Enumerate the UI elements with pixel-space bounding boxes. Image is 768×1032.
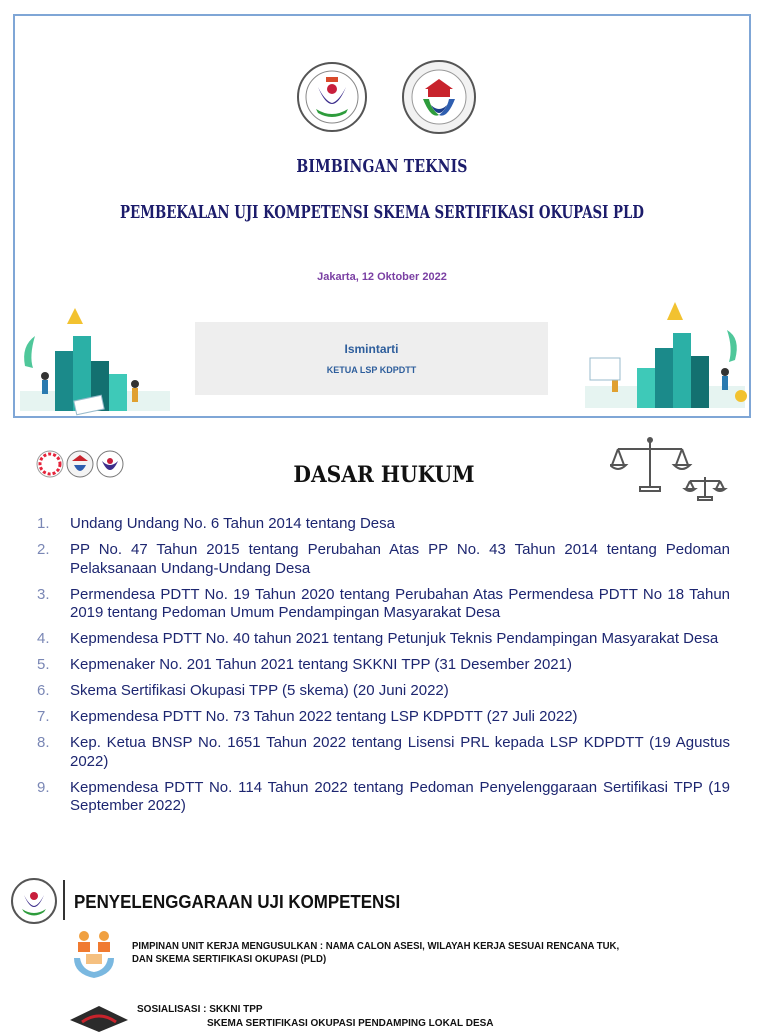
item-number: 3. bbox=[37, 585, 50, 603]
scales-of-justice-icon bbox=[610, 435, 730, 505]
item-number: 4. bbox=[37, 630, 50, 647]
heading-divider bbox=[63, 880, 65, 920]
item-text: Kep. Ketua BNSP No. 1651 Tahun 2022 tentang Lisensi PRL kepada LSP KDPDTT (19 Agustus 2022) bbox=[70, 734, 730, 770]
item-text: Kepmenaker No. 201 Tahun 2021 tentang SKKNI TPP (31 Desember 2021) bbox=[70, 656, 572, 673]
kemendesa-logo-icon bbox=[296, 61, 368, 133]
growth-illustration-left-icon bbox=[15, 306, 175, 416]
item-text: Permendesa PDTT No. 19 Tahun 2020 tentang Perubahan Atas Permendesa PDTT No 18 Tahun 2019 tentang Pedoman Umum Pendampingan Masyarakat Desa bbox=[70, 585, 730, 621]
legal-basis-list bbox=[37, 515, 730, 823]
lsp-kdpdtt-logo-icon bbox=[401, 59, 477, 135]
item-number: 7. bbox=[37, 708, 50, 725]
item-text: Kepmendesa PDTT No. 73 Tahun 2022 tentang LSP KDPDTT (27 Juli 2022) bbox=[70, 708, 578, 725]
legal-basis-item bbox=[37, 734, 730, 771]
presenter-box bbox=[195, 322, 548, 395]
item-number: 1. bbox=[37, 515, 50, 532]
penyelenggaraan-heading: PENYELENGGARAAN UJI KOMPETENSI bbox=[74, 892, 401, 912]
item-text: Undang Undang No. 6 Tahun 2014 tentang Desa bbox=[70, 515, 395, 532]
item-number: 5. bbox=[37, 656, 50, 673]
slide-subtitle: PEMBEKALAN UJI KOMPETENSI SKEMA SERTIFIKASI OKUPASI PLD bbox=[120, 202, 644, 223]
title-slide bbox=[13, 14, 751, 418]
team-people-icon bbox=[70, 928, 118, 980]
legal-basis-item bbox=[37, 586, 730, 623]
dasar-hukum-heading: DASAR HUKUM bbox=[293, 462, 475, 488]
item-number: 6. bbox=[37, 682, 50, 699]
legal-basis-item bbox=[37, 515, 730, 534]
item-text: PP No. 47 Tahun 2015 tentang Perubahan Atas PP No. 43 Tahun 2014 tentang Pedoman Pelaksanaan Undang-Undang Desa bbox=[70, 541, 730, 577]
kemendesa-logo-small-icon bbox=[10, 877, 58, 925]
item-text: Kepmendesa PDTT No. 114 Tahun 2022 tentang Pedoman Penyelenggaraan Sertifikasi TPP (19 September 2022) bbox=[70, 778, 730, 814]
item-number: 2. bbox=[37, 541, 50, 558]
legal-basis-item bbox=[37, 656, 730, 675]
graduation-cap-icon bbox=[68, 1002, 130, 1032]
legal-basis-item bbox=[37, 708, 730, 727]
legal-basis-item bbox=[37, 779, 730, 816]
item-text: Skema Sertifikasi Okupasi TPP (5 skema) (20 Juni 2022) bbox=[70, 682, 449, 699]
presenter-role: KETUA LSP KDPDTT bbox=[326, 365, 417, 375]
item-number: 9. bbox=[37, 778, 50, 796]
slide-title: BIMBINGAN TEKNIS bbox=[296, 156, 468, 177]
step-usulan-text: PIMPINAN UNIT KERJA MENGUSULKAN : NAMA CALON ASESI, WILAYAH KERJA SESUAI RENCANA TUK, DAN SKEMA SERTIFIKASI OKUPASI (PLD) bbox=[132, 941, 620, 965]
step-sosialisasi-text: SOSIALISASI : SKKNI TPP bbox=[137, 1004, 263, 1015]
step-sosialisasi-detail: SKEMA SERTIFIKASI OKUPASI PENDAMPING LOKAL DESA bbox=[207, 1018, 494, 1029]
item-number: 8. bbox=[37, 734, 50, 751]
legal-basis-item bbox=[37, 541, 730, 578]
legal-basis-item bbox=[37, 630, 730, 649]
item-text: Kepmendesa PDTT No. 40 tahun 2021 tentang Petunjuk Teknis Pendampingan Masyarakat Desa bbox=[70, 630, 719, 647]
slide-date: Jakarta, 12 Oktober 2022 bbox=[317, 271, 447, 283]
legal-basis-item bbox=[37, 682, 730, 701]
growth-illustration-right-icon bbox=[575, 298, 750, 413]
presenter-name: Ismintarti bbox=[344, 342, 399, 356]
